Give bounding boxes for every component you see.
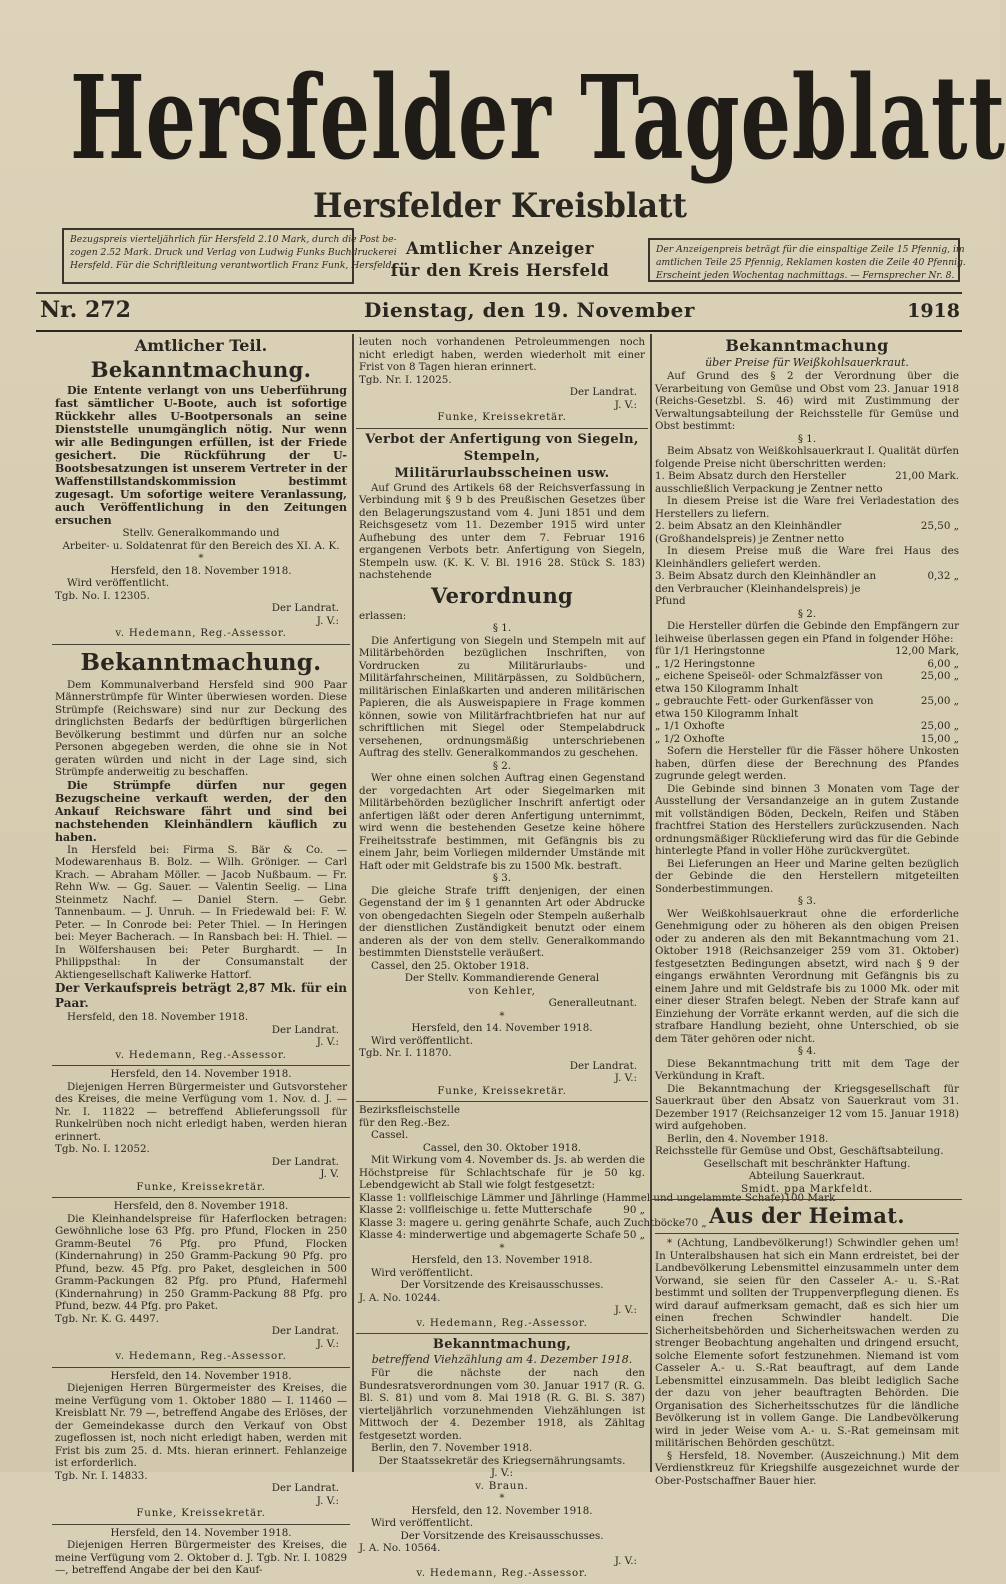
- article-headline: Bekanntmachung.: [80, 648, 322, 676]
- issuer: Cassel.: [371, 1129, 409, 1141]
- article-body: leuten noch vorhandenen Petroleummengen noch nicht erledigt haben, werden wiederholt mit einer Frist von 8 Tagen hieran erinnert.: [359, 336, 645, 373]
- deposit-label: „ 1/2 Oxhofte: [655, 732, 725, 745]
- deposit-row: [655, 670, 959, 695]
- column-3: [652, 334, 962, 1487]
- newspaper-title: Hersfelder Tageblatt: [70, 50, 1006, 186]
- deposit-row: [655, 695, 959, 720]
- separator-star: *: [499, 1009, 505, 1022]
- signatory: Der Landrat.: [271, 1023, 339, 1036]
- price-label: Klasse 1: vollfleischige Lämmer und Jährlinge (Hammel und ungelammte Schafe): [359, 1191, 785, 1204]
- separator-star: *: [499, 1241, 505, 1254]
- reference-number: J. A. No. 10564.: [359, 1542, 441, 1554]
- paragraph-number: § 1.: [797, 432, 817, 445]
- price-row: [655, 520, 959, 545]
- article-sauerkraut: [652, 334, 962, 1200]
- deposit-value: 12,00 Mark,: [895, 645, 959, 657]
- price-row: [359, 1191, 836, 1205]
- place-date: Hersfeld, den 18. November 1918.: [67, 1011, 249, 1023]
- deposit-label: für 1/1 Heringstonne: [655, 645, 765, 657]
- deposit-label: „ eichene Speiseöl- oder Schmalzfässer von etwa 150 Kilogramm Inhalt: [655, 670, 883, 695]
- price-note: In diesem Preise ist die Ware frei Verladestation des Herstellers zu liefern.: [655, 495, 959, 520]
- masthead: [0, 48, 1006, 188]
- issuer: Bezirksfleischstelle: [359, 1104, 460, 1116]
- official-gazette-label: [380, 238, 620, 282]
- issue-date: Dienstag, den 19. November: [364, 298, 695, 322]
- price-row: [359, 1204, 645, 1217]
- reference-number: J. A. No. 10244.: [359, 1291, 441, 1304]
- place-date: Hersfeld, den 14. November 1918.: [110, 1369, 292, 1382]
- dateline: [36, 292, 962, 332]
- price-value: 21,00 Mark.: [895, 470, 959, 482]
- article-body: Wer ohne einen solchen Auftrag einen Gegenstand der vorgedachten Art oder Siegelmarken mit Militärbehörden bezüglicher Inschrift anfertigt oder anfertigen läßt oder deren Anfertigung unternimmt, wird wenn die bestehenden Gesetze keine höhere Freiheitsstrafe bestimmen, mit Gefängnis bis zu einem Jahr, beim Vorliegen mildernder Umstände mit Haft oder mit Geldstrafe bis zu 1500 Mk. bestraft.: [359, 772, 645, 872]
- signatory: Der Landrat.: [569, 386, 637, 398]
- place-date: Hersfeld, den 14. November 1918.: [110, 1526, 292, 1539]
- publication-note: Wird veröffentlicht.: [371, 1266, 474, 1279]
- article-body: Bei Lieferungen an Heer und Marine gelten bezüglich der Gebinde die den Herstellern mitgeteilten Sonderbestimmungen.: [655, 857, 959, 895]
- reference-number: Tgb. No. I. 12305.: [55, 589, 150, 602]
- signatory-name: Funke, Kreissekretär.: [437, 411, 567, 423]
- article-petroleum-start: [52, 1525, 350, 1581]
- price-value: 90 „: [623, 1204, 645, 1216]
- reference-number: Tgb. No. I. 12052.: [55, 1143, 150, 1155]
- article-body: Auf Grund des § 2 der Verordnung über die Verarbeitung von Gemüse und Obst vom 23. Januar 1918 (Reichs-Gesetzbl. S. 46) wird mit Zustimmung der Verwaltungsabteilung der Reichsstelle für Gemüse und Obst bestimmt:: [655, 370, 959, 432]
- article-body: Auf Grund des Artikels 68 der Reichsverfassung in Verbindung mit § 9 b des Preußischen Gesetzes über den Belagerungszustand vom 4. Juni 1851 und dem Reichsgesetz vom 11. Dezember 1915 wird unter Aufhebung des unter dem 7. Februar 1916 ergangenen Verbots betr. Anfertigung von Siegeln, Stempeln usw. (K. K. V. Bl. 1916 28. Stück S. 183) nachstehende: [359, 481, 645, 581]
- signature: Der Staatssekretär des Kriegsernährungsamts.: [378, 1454, 626, 1467]
- deposit-label: „ 1/2 Heringstonne: [655, 657, 755, 670]
- subscription-line: zogen 2.52 Mark. Druck und Verlag von Ludwig Funks Buchdruckerei: [70, 247, 397, 258]
- price-label: Klasse 4: minderwertige und abgemagerte Schafe: [359, 1229, 621, 1241]
- article-siegel-verbot: [356, 429, 648, 1103]
- place-date: Berlin, den 7. November 1918.: [371, 1442, 533, 1454]
- paragraph-number: § 2.: [492, 759, 512, 772]
- signatory: J. V.:: [316, 1337, 339, 1350]
- signatory: Der Vorsitzende des Kreisausschusses.: [400, 1279, 604, 1291]
- paragraph-number: § 3.: [492, 872, 512, 884]
- separator-star: *: [198, 552, 204, 564]
- price-row: [655, 570, 959, 608]
- column-1: [52, 334, 350, 1576]
- article-body: Die Anfertigung von Siegeln und Stempeln mit auf Militärbehörden bezüglichen Inschriften, von Vordrucken zu Militärurlaubs- und Militärfahrscheinen, Militärpässen, zu Soldbüchern, militärischen Einlaßkarten und anderen militärischen Papieren, die als Ausweispapiere in Frage kommen können, sowie von Militärfrachtbriefen hat nur auf schriftlichen mit Siegel oder Stempelabdruck versehenen, ordnungsmäßig unterschriebenen Auftrag des stellv. Generalkommandos zu geschehen.: [359, 634, 645, 759]
- deposit-value: 15,00 „: [920, 732, 959, 745]
- paragraph-number: § 1.: [492, 622, 512, 634]
- article-body: * (Achtung, Landbevölkerung!) Schwindler gehen um! In Unteralbshausen hat sich ein Mann erdreistet, bei der Landbevölkerung Lebensmittel einzusammeln unter dem Vorwand, sie seien für den Casseler A.- u. S.-Rat bestimmt und sollten der Truppenverpflegung dienen. Es wird darauf aufmerksam gemacht, daß es sich hier um einen frechen Schwindler handelt. Die Sicherheitsbehörden und Sicherheitswachen werden zu strenger Beobachtung angehalten und dringend ersucht, solche Elemente sofort festzunehmen. Niemand ist vom Casseler A.- u. S.-Rat beauftragt, auf dem Lande Lebensmittel einzusammeln. Das bleibt lediglich Sache der dazu von jeher beauftragten Behörden. Die Organisation des Sicherheitsschutzes für die ländliche Bevölkerung ist in vollem Gange. Die Landbevölkerung wird in jeder Weise vom A.- u. S.-Rat gemeinsam mit militärischen Behörden geschützt.: [655, 1237, 959, 1449]
- article-aus-der-heimat: [652, 1200, 962, 1491]
- official-line: für den Kreis Hersfeld: [390, 261, 610, 280]
- deposit-label: „ gebrauchte Fett- oder Gurkenfässer von etwa 150 Kilogramm Inhalt: [655, 695, 874, 720]
- signatory: J. V.:: [614, 398, 637, 411]
- price-row: [359, 1229, 645, 1242]
- signatory-name: Funke, Kreissekretär.: [437, 1084, 567, 1097]
- reference-number: Tgb. Nr. K. G. 4497.: [55, 1312, 160, 1325]
- signatory-name: v. Hedemann, Reg.-Assessor.: [416, 1316, 588, 1329]
- signature: v. Braun.: [475, 1479, 529, 1492]
- advertising-line: amtlichen Teile 25 Pfennig, Reklamen kosten die Zeile 40 Pfennig.: [656, 257, 966, 268]
- signatory: J. V.:: [316, 1494, 339, 1507]
- article-body: Die Strümpfe dürfen nur gegen Bezugscheine verkauft werden, der den Ankauf Reichsware fährt und sind bei nachstehenden Kleinhändlern käuflich zu haben.: [55, 778, 347, 844]
- signature: Smidt. ppa Markfeldt.: [741, 1182, 873, 1195]
- subscription-line: Bezugspreis vierteljährlich für Hersfeld 2.10 Mark, durch die Post be-: [70, 234, 397, 245]
- article-obst: [52, 1368, 350, 1525]
- article-body: Die gleiche Strafe trifft denjenigen, der einen Gegenstand der im § 1 genannten Art oder Abdrucke von obengedachten Siegeln oder Stempeln außerhalb der dienstlichen Zuständigkeit benutzt oder einem anderen als der von dem stellv. Generalkommando bestimmten Dienststelle veräußert.: [359, 884, 645, 959]
- place-date: Hersfeld, den 14. November 1918.: [411, 1022, 593, 1034]
- signatory: Der Landrat.: [569, 1059, 637, 1072]
- price-label: Klasse 3: magere u. gering genährte Schafe, auch Zuchtböcke: [359, 1216, 686, 1229]
- article-body: Sofern die Hersteller für die Fässer höhere Unkosten haben, dürfen diese der Berechnung des Pfandes zugrunde gelegt werden.: [655, 745, 959, 782]
- article-subheadline: über Preise für Weißkohlsauerkraut.: [705, 356, 909, 369]
- section-heading: Amtlicher Teil.: [134, 336, 268, 355]
- sale-price: Der Verkaufspreis beträgt 2,87 Mk. für ein Paar.: [55, 981, 347, 1010]
- signature: Der Stellv. Kommandierende General: [404, 972, 600, 984]
- signatory: Der Landrat.: [271, 602, 339, 614]
- paragraph-number: § 4.: [797, 1045, 817, 1057]
- issue-number: Nr. 272: [40, 297, 131, 323]
- price-value: 50 „: [623, 1229, 645, 1241]
- price-label: 2. beim Absatz an den Kleinhändler (Großhandelspreis) je Zentner netto: [655, 520, 845, 545]
- deposit-row: [655, 733, 959, 746]
- article-body: Mit Wirkung vom 4. November ds. Js. ab werden die Höchstpreise für Schlachtschafe für je 50 kg. Lebendgewicht ab Stall wie folgt festgesetzt:: [359, 1154, 645, 1191]
- advertising-line: Der Anzeigenpreis beträgt für die einspaltige Zeile 15 Pfennig, im: [656, 244, 965, 255]
- signatory: J. V.:: [614, 1072, 637, 1084]
- official-line: Amtlicher Anzeiger: [405, 239, 595, 258]
- article-body: Diese Bekanntmachung tritt mit dem Tage der Verkündung in Kraft.: [655, 1057, 959, 1082]
- article-stockings: [52, 645, 350, 1067]
- place-date: Hersfeld, den 13. November 1918.: [411, 1254, 593, 1266]
- signature: Abteilung Sauerkraut.: [748, 1170, 866, 1182]
- signature: Stellv. Generalkommando und: [122, 527, 280, 539]
- ordinance-headline: Verordnung: [430, 582, 574, 608]
- price-value: 25,50 „: [920, 520, 959, 532]
- place-date: Hersfeld, den 12. November 1918.: [411, 1504, 593, 1517]
- article-body: Die Entente verlangt von uns Ueberführung fast sämtlicher U-Boote, auch ist sofortige Rückkehr alles U-Bootpersonals an seine Dienststelle unumgänglich nötig. Nur wenn wir alle Bedingungen erfüllen, ist der Friede gesichert. Die Rückführung der U-Bootsbesatzungen ist unserem Vertreter in der Waffenstillstandskommission bestimmt zugesagt. Um sofortige weitere Veranlassung, auch Veröffentlichung in den Zeitungen ersuchen: [55, 384, 347, 527]
- signatory-name: v. Hedemann, Reg.-Assessor.: [115, 1048, 287, 1061]
- signatory: Der Landrat.: [271, 1325, 339, 1337]
- signatory: J. V.: [320, 1168, 339, 1180]
- signatory-name: v. Hedemann, Reg.-Assessor.: [416, 1567, 588, 1579]
- place-date: Hersfeld, den 18. November 1918.: [110, 564, 292, 577]
- signatory-name: Funke, Kreissekretär.: [136, 1180, 266, 1193]
- article-headline: Bekanntmachung,: [432, 1337, 572, 1352]
- place-date: Cassel, den 30. Oktober 1918.: [422, 1141, 582, 1154]
- price-label: Klasse 2: vollfleischige u. fette Mutterschafe: [359, 1204, 593, 1216]
- signature: J. V.:: [490, 1467, 514, 1479]
- deposit-row: [655, 645, 959, 658]
- issue-year: 1918: [907, 300, 960, 322]
- divider: [655, 1233, 959, 1234]
- signature: Reichsstelle für Gemüse und Obst, Geschäftsabteilung.: [655, 1145, 944, 1157]
- article-headline: Aus der Heimat.: [709, 1203, 905, 1228]
- article-body: Die Gebinde sind binnen 3 Monaten vom Tage der Ausstellung der Versandanzeige an in gutem Zustande mit vollständigen Böden, Deckeln, Reifen und Stäben frachtfrei Station des Herstellers zurückzusenden. Nach ordnungsmäßiger Rücklieferung wird das für die Gebinde hinterlegte Pfand in voller Höhe zurückvergütet.: [655, 782, 959, 857]
- article-petroleum-end: [356, 334, 648, 429]
- article-body: Die Bekanntmachung der Kriegsgesellschaft für Sauerkraut über den Absatz von Sauerkraut vom 31. Dezember 1917 (Reichsanzeiger 12 vom 15. Januar 1918) wird aufgehoben.: [655, 1082, 959, 1132]
- article-body: Diejenigen Herren Bürgermeister des Kreises, die meine Verfügung vom 2. Oktober d. J. Tgb. Nr. I. 10829 —, betreffend Angabe der bei den Kauf-: [55, 1539, 347, 1576]
- article-viehzaehlung: [356, 1334, 648, 1584]
- article-headline: Militärurlaubsscheinen usw.: [394, 465, 610, 481]
- signature: Arbeiter- u. Soldatenrat für den Bereich des XI. A. K.: [62, 539, 340, 552]
- deposit-value: 6,00 „: [927, 657, 959, 670]
- article-haferflocken: [52, 1198, 350, 1368]
- price-value: 100 Mark: [784, 1191, 836, 1204]
- signatory: Der Landrat.: [271, 1482, 339, 1494]
- signatory-name: v. Hedemann, Reg.-Assessor.: [115, 1350, 287, 1362]
- place-date: Hersfeld, den 14. November 1918.: [110, 1068, 292, 1080]
- deposit-value: 25,00 „: [920, 720, 959, 732]
- signatory: J. V.:: [614, 1304, 637, 1316]
- price-value: 70 „: [685, 1216, 707, 1229]
- subscription-line: Hersfeld. Für die Schriftleitung verantwortlich Franz Funk, Hersfeld.: [70, 260, 395, 271]
- signatory: Der Vorsitzende des Kreisausschusses.: [400, 1529, 604, 1542]
- subscription-box: [62, 228, 397, 284]
- advertising-box: [648, 238, 966, 282]
- signature: von Kehler,: [468, 984, 536, 997]
- signatory-name: v. Hedemann, Reg.-Assessor.: [115, 627, 287, 639]
- signatory: J. V.:: [316, 614, 339, 627]
- publication-note: Wird veröffentlicht.: [371, 1034, 474, 1047]
- article-headline: Bekanntmachung.: [90, 357, 312, 382]
- signature: Generalleutnant.: [548, 997, 637, 1009]
- deposit-value: 25,00 „: [920, 670, 959, 682]
- retailer-list: In Hersfeld bei: Firma S. Bär & Co. — Modewarenhaus B. Bolz. — Wilh. Gröniger. — Carl Krach. — Abraham Möller. — Jacob Nußbaum. — Fr. Rehn Ww. — Gg. Sauer. — Valentin Seelig. — Lina Steinmetz Nachf. — Daniel Stern. — Gebr. Tannenbaum. — J. Unruh. — In Friedewald bei: F. W. Peter. — In Conrode bei: Peter Thiel. — In Heringen bei: Meyer Bacherach. — In Ransbach bei: H. Thiel. — In Wölfershausen bei: Peter Burghardt. — In Philippsthal: In der Consumanstalt der Aktiengesellschaft Kaliwerke Hattorf.: [55, 843, 347, 981]
- price-value: 0,32 „: [927, 570, 959, 582]
- signatory: J. V.:: [614, 1554, 637, 1567]
- separator-star: *: [499, 1492, 505, 1504]
- reference-number: Tgb. Nr. I. 14833.: [55, 1469, 148, 1482]
- article-body: Diejenigen Herren Bürgermeister und Gutsvorsteher des Kreises, die meine Verfügung vom 1. Nov. d. J. — Nr. I. 11822 — betreffend Ablieferungssoll für Runkelrüben noch nicht erledigt haben, werden hieran erinnert.: [55, 1080, 347, 1143]
- article-headline: Bekanntmachung: [725, 336, 889, 355]
- article-body: § Hersfeld, 18. November. (Auszeichnung.) Mit dem Verdienstkreuz für Kriegshilfe ausgezeichnet wurde der Ober-Postschaffner Bauer hier.: [655, 1449, 959, 1487]
- article-body: Wer Weißkohlsauerkraut ohne die erforderliche Genehmigung oder zu höheren als den obigen Preisen oder zu anderen als den mit Bekanntmachung vom 21. Oktober 1918 (Reichsanzeiger 259 vom 31. Oktober) festgesetzten Bedingungen absetzt, wird nach § 9 der eingangs erwähnten Verordnung mit Gefängnis bis zu einem Jahre und mit Geldstrafe bis zu 1000 Mk. oder mit einer dieser Strafen belegt. Neben der Strafe kann auf Einziehung der Vorräte erkannt werden, auf die sich die strafbare Handlung bezieht, ohne Unterschied, ob sie dem Täter gehören oder nicht.: [655, 907, 959, 1045]
- advertising-line: Erscheint jeden Wochentag nachmittags. — Fernsprecher Nr. 8.: [656, 270, 955, 281]
- article-body: Diejenigen Herren Bürgermeister des Kreises, die meine Verfügung vom 1. Oktober 1880 — I. 11460 — Kreisblatt Nr. 79 —, betreffend Angabe des Erlöses, der der Gemeindekasse durch den Verkauf von Obst zugeflossen ist, noch nicht erledigt haben, werden mit Frist bis zum 25. d. Mts. hieran erinnert. Fehlanzeige ist erforderlich.: [55, 1382, 347, 1469]
- publication-note: Wird veröffentlicht.: [67, 577, 170, 589]
- article-subheadline: betreffend Viehzählung am 4. Dezember 1918.: [371, 1353, 633, 1366]
- deposit-row: [655, 720, 959, 733]
- deposit-row: [655, 658, 959, 671]
- signature: Gesellschaft mit beschränkter Haftung.: [703, 1157, 911, 1170]
- article-body: Beim Absatz von Weißkohlsauerkraut I. Qualität dürfen folgende Preise nicht überschritten werden:: [655, 445, 959, 470]
- newspaper-subtitle: Hersfelder Kreisblatt: [313, 186, 687, 226]
- article-headline: Verbot der Anfertigung von Siegeln, Stempeln,: [365, 431, 639, 464]
- deposit-value: 25,00 „: [920, 695, 959, 707]
- column-rule: [352, 334, 354, 1472]
- article-body: erlassen:: [359, 609, 407, 622]
- place-date: Hersfeld, den 8. November 1918.: [113, 1200, 289, 1212]
- place-date: Cassel, den 25. Oktober 1918.: [371, 959, 530, 972]
- article-body: Dem Kommunalverband Hersfeld sind 900 Paar Männerstrümpfe für Winter überwiesen worden. Diese Strümpfe (Reichsware) sind nur zur Deckung des dringlichsten Bedarfs der bedürftigen bürgerlichen Bevölkerung bestimmt und dürfen nur an solche Personen abgegeben werden, die ohne sie in Not geraten würden und nicht in der Lage sind, sich Strümpfe anderweitig zu beschaffen.: [55, 678, 347, 778]
- publication-note: Wird veröffentlicht.: [371, 1517, 474, 1529]
- price-label: 1. Beim Absatz durch den Hersteller ausschließlich Verpackung je Zentner netto: [655, 470, 883, 495]
- place-date: Berlin, den 4. November 1918.: [667, 1132, 829, 1145]
- article-uboote: [52, 334, 350, 645]
- issuer: für den Reg.-Bez.: [359, 1116, 450, 1129]
- signatory: Der Landrat.: [271, 1155, 339, 1168]
- signatory: J. V.:: [316, 1036, 339, 1048]
- deposit-label: „ 1/1 Oxhofte: [655, 720, 725, 732]
- price-note: In diesem Preise muß die Ware frei Haus des Kleinhändlers geliefert werden.: [655, 545, 959, 570]
- paragraph-number: § 3.: [797, 895, 817, 907]
- reference-number: Tgb. Nr. I. 12025.: [359, 373, 452, 386]
- price-label: 3. Beim Absatz durch den Kleinhändler an den Verbraucher (Kleinhandelspreis) je Pfund: [655, 570, 877, 607]
- signatory-name: Funke, Kreissekretär.: [136, 1507, 266, 1519]
- article-runkelrueben: [52, 1066, 350, 1198]
- price-row: [655, 470, 959, 495]
- price-row: [359, 1216, 707, 1230]
- reference-number: Tgb. Nr. I. 11870.: [359, 1047, 452, 1059]
- article-body: Für die nächste der nach den Bundesratsverordnungen vom 30. Januar 1917 (R. G. Bl. S. 81) und vom 8. Mai 1918 (R. G. Bl. S. 387) vierteljährlich vorzunehmenden Viehzählungen ist Mittwoch der 4. Dezember 1918, als Zähltag festgesetzt worden.: [359, 1367, 645, 1442]
- paragraph-number: § 2.: [797, 607, 817, 620]
- article-body: Die Kleinhandelspreise für Haferflocken betragen: Gewöhnliche lose 63 Pfg. pro Pfund, Flocken in 250 Gramm-Beutel 76 Pfg. pro Pfund, Flocken (Kindernahrung) in 250 Gramm-Packung 90 Pfg. pro Pfund, bezw. 45 Pfg. pro Paket, desgleichen in 500 Gramm-Packungen 82 Pfg. pro Pfund, Hafermehl (Kindernahrung) in 250 Gramm-Packung 88 Pfg. pro Pfund, bezw. 44 Pfg. pro Paket.: [55, 1212, 347, 1312]
- article-body: Die Hersteller dürfen die Gebinde den Empfängern zur leihweise überlassen gegen ein Pfand in folgender Höhe:: [655, 620, 959, 645]
